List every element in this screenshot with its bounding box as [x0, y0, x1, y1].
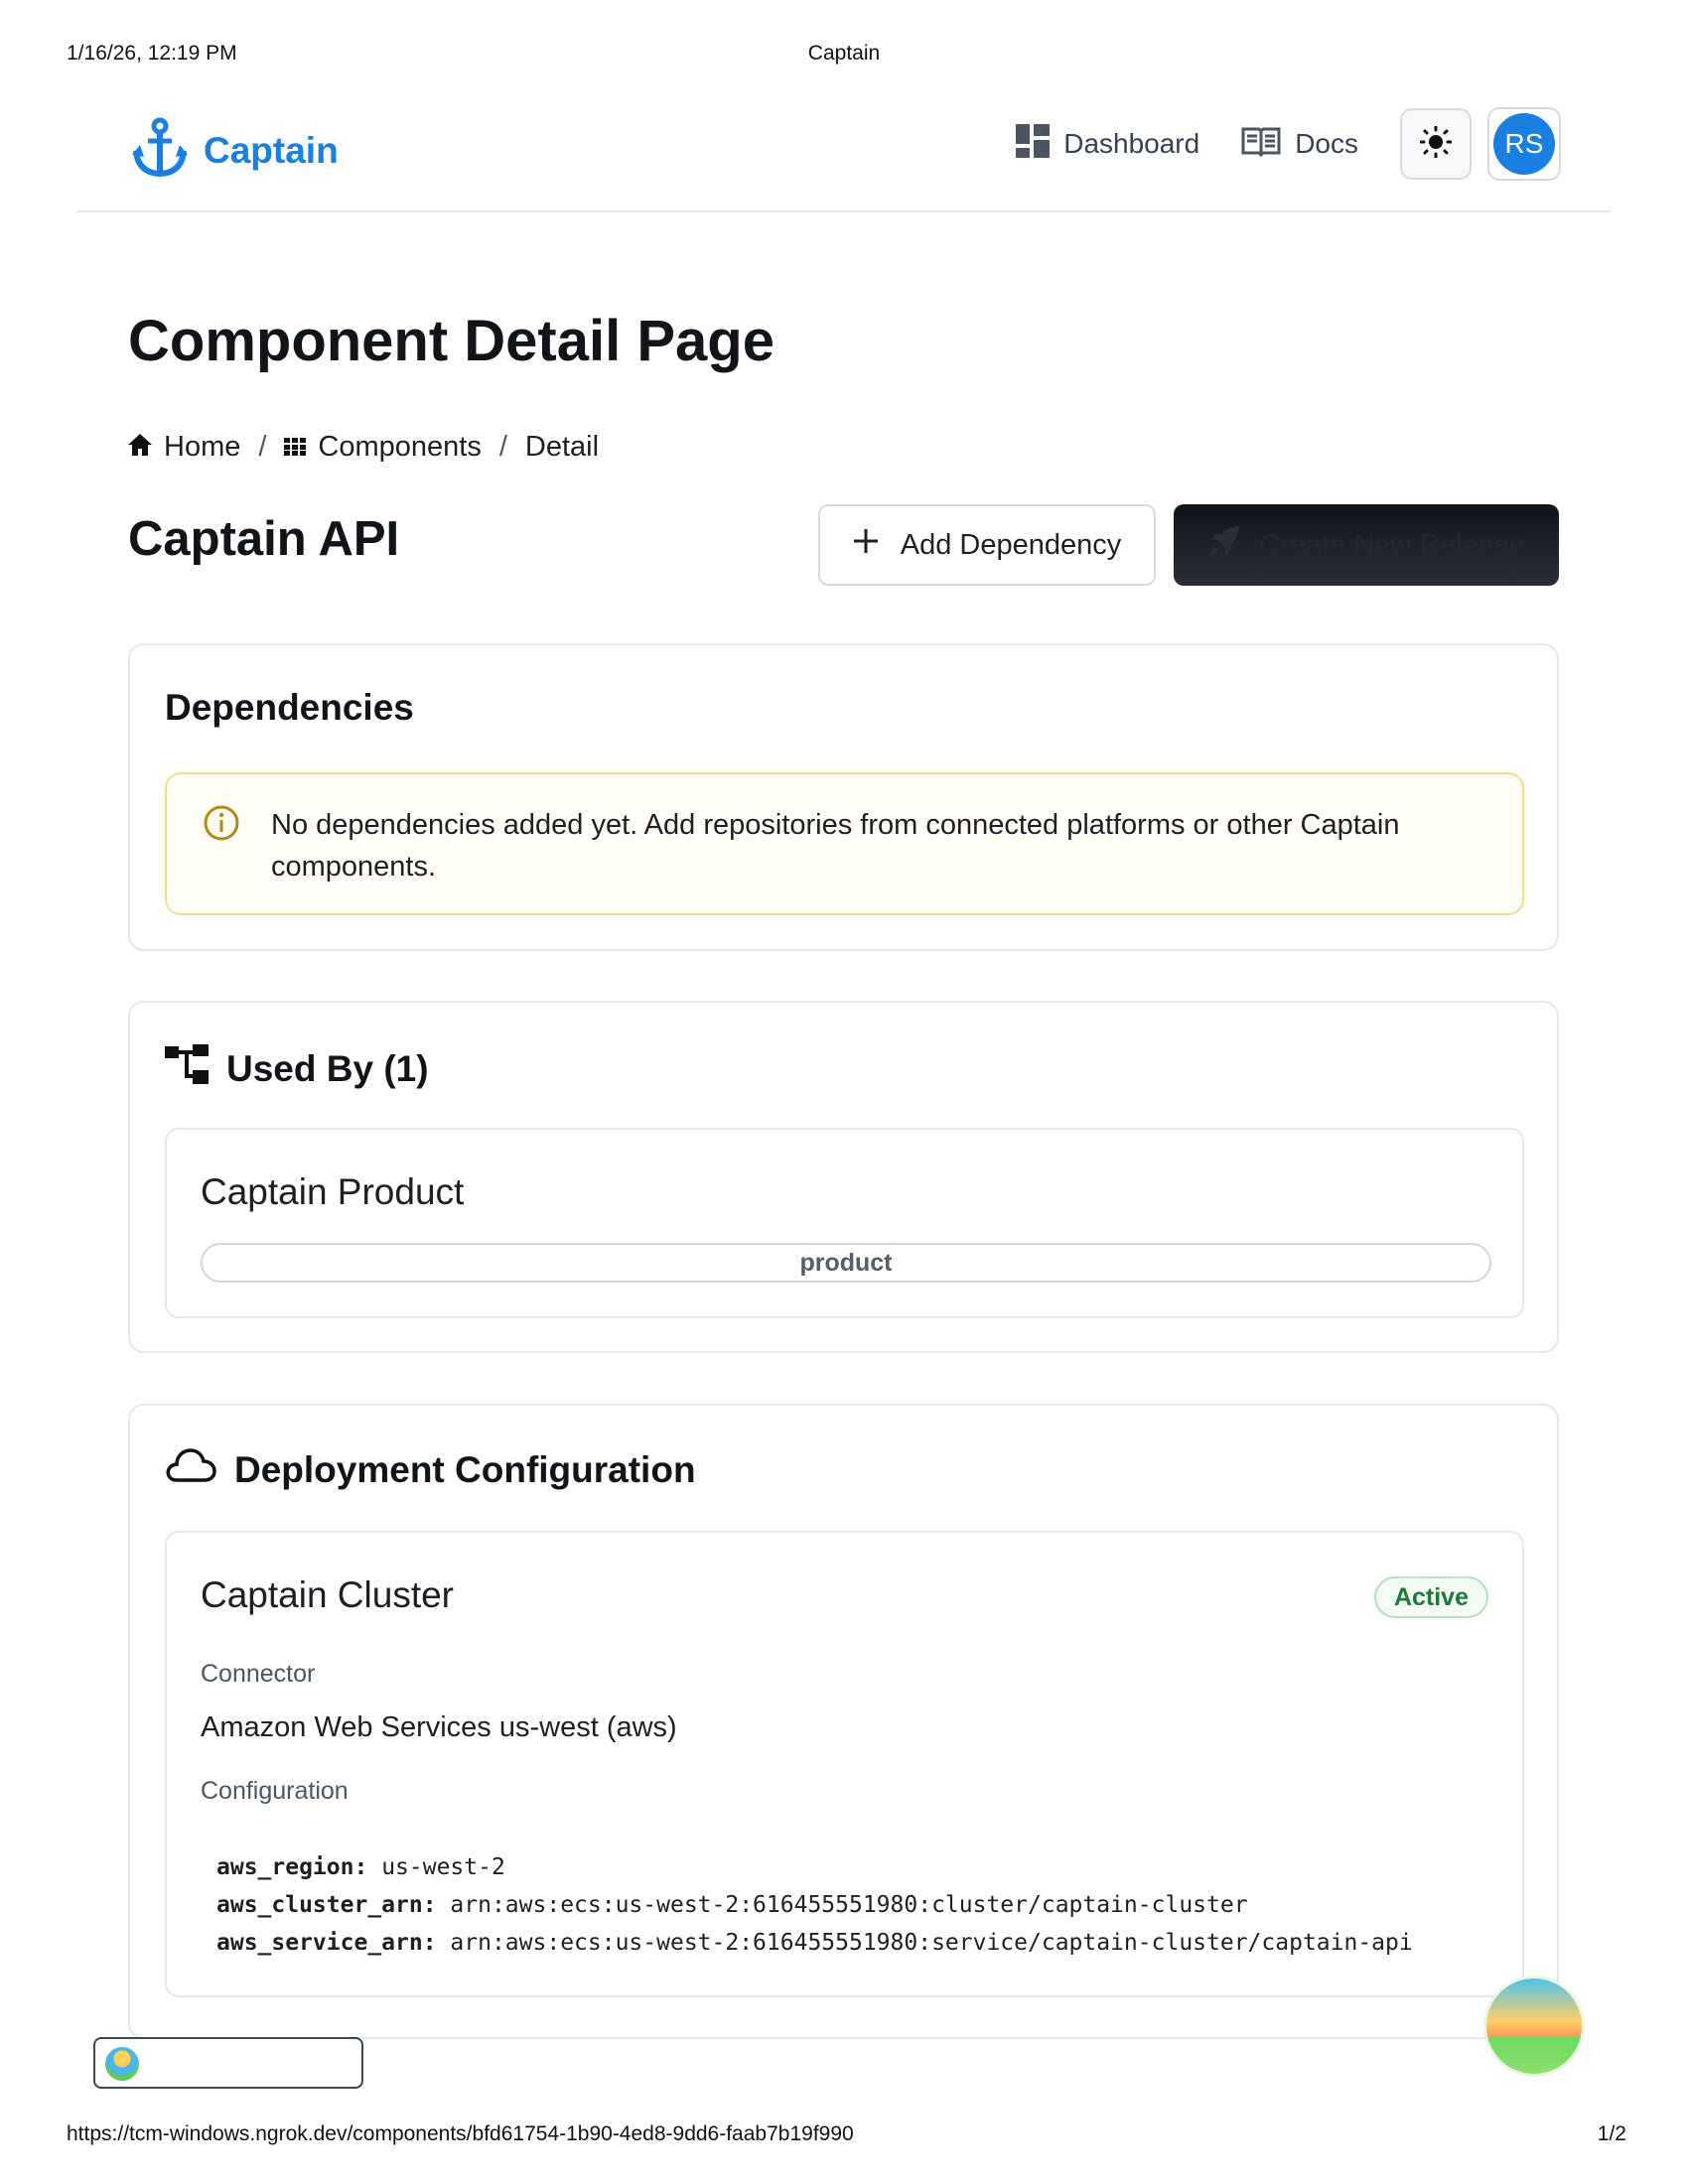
config-line [216, 1848, 1413, 1886]
sun-icon [1420, 126, 1452, 163]
print-url: https://tcm-windows.ngrok.dev/components/bfd61754-1b90-4ed8-9dd6-faab7b19f990 [67, 2122, 854, 2145]
dependencies-title [165, 687, 414, 729]
breadcrumb-home-label: Home [164, 431, 241, 463]
rocket-icon [1207, 524, 1241, 566]
breadcrumb-detail-label: Detail [524, 431, 600, 463]
nav-docs-label: Docs [1295, 128, 1358, 159]
info-icon [203, 804, 240, 847]
used-by-title [165, 1044, 429, 1093]
config-key: aws_cluster_arn: [216, 1892, 437, 1918]
empty-dependencies-message: No dependencies added yet. Add repositories from connected platforms or other Captain components. [271, 809, 1400, 883]
nav-dashboard-label: Dashboard [1063, 128, 1200, 159]
dependencies-title-text: Dependencies [165, 687, 414, 728]
used-by-card [128, 1001, 1559, 1353]
configuration-label: Configuration [201, 1777, 349, 1805]
home-icon [128, 431, 152, 464]
deployment-title [165, 1447, 696, 1492]
cluster-card [165, 1531, 1524, 1997]
component-title: Captain API [128, 512, 400, 566]
config-value: arn:aws:ecs:us-west-2:616455551980:cluster/captain-cluster [450, 1892, 1248, 1918]
avatar: RS [1493, 113, 1555, 175]
breadcrumb-separator: / [498, 431, 507, 463]
cluster-name: Captain Cluster [201, 1574, 455, 1615]
used-by-item-tag: product [201, 1243, 1491, 1283]
config-key: aws_region: [216, 1854, 368, 1880]
theme-toggle-button[interactable] [1400, 108, 1472, 180]
island-icon [105, 2047, 139, 2081]
dependencies-card [128, 643, 1559, 951]
breadcrumb-detail [525, 431, 599, 464]
grid-icon [284, 431, 306, 464]
used-by-item-name: Captain Product [201, 1171, 465, 1212]
add-dependency-label: Add Dependency [900, 528, 1122, 561]
cloud-icon [165, 1447, 216, 1492]
book-icon [1241, 125, 1281, 164]
create-release-button[interactable] [1174, 504, 1559, 586]
print-date: 1/16/26, 12:19 PM [67, 42, 237, 65]
status-badge: Active [1374, 1576, 1488, 1618]
brand-name: Captain [204, 129, 339, 171]
nav-links [1016, 107, 1611, 181]
breadcrumb-home[interactable] [128, 431, 240, 464]
breadcrumb-components-label: Components [318, 431, 482, 463]
plus-icon [853, 528, 879, 562]
page-title: Component Detail Page [128, 309, 774, 373]
configuration-block [216, 1848, 1413, 1962]
create-release-label: Create New Release [1259, 528, 1525, 561]
connector-value: Amazon Web Services us-west (aws) [201, 1711, 677, 1743]
config-value: arn:aws:ecs:us-west-2:616455551980:service/captain-cluster/captain-api [450, 1930, 1413, 1956]
nav-dashboard[interactable] [1016, 124, 1199, 165]
print-page-number: 1/2 [1597, 2122, 1626, 2145]
island-launcher-button[interactable] [1483, 1976, 1585, 2077]
config-line [216, 1886, 1413, 1924]
config-key: aws_service_arn: [216, 1930, 437, 1956]
add-dependency-button[interactable] [818, 504, 1156, 586]
print-title: Captain [807, 42, 881, 65]
hierarchy-icon [165, 1044, 209, 1093]
navbar [77, 99, 1611, 212]
config-value: us-west-2 [381, 1854, 505, 1880]
connector-label: Connector [201, 1660, 316, 1688]
deployment-title-text: Deployment Configuration [234, 1448, 696, 1490]
empty-dependencies-alert [165, 772, 1524, 915]
breadcrumb-components[interactable] [284, 431, 481, 464]
brand-link[interactable] [132, 117, 339, 184]
deployment-card [128, 1404, 1559, 2039]
config-line [216, 1924, 1413, 1962]
dashboard-icon [1016, 124, 1050, 165]
used-by-title-text: Used By (1) [226, 1047, 429, 1089]
anchor-icon [132, 117, 188, 184]
used-by-item[interactable] [165, 1128, 1524, 1318]
nav-docs[interactable] [1241, 125, 1358, 164]
breadcrumb-separator: / [258, 431, 267, 463]
breadcrumb [128, 431, 599, 464]
floating-toolbar[interactable] [93, 2037, 363, 2089]
user-menu-button[interactable] [1487, 107, 1561, 181]
